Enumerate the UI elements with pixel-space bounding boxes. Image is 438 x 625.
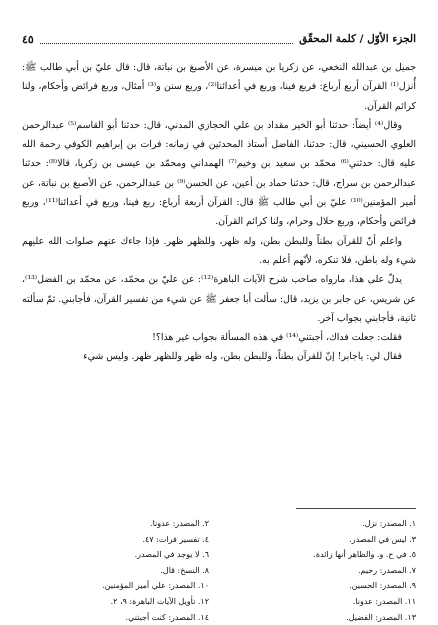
running-header [22,30,416,48]
paragraph: يدلّ على هذا، مارواه صاحب شرح الآيات الباهرة⁽¹²⁾: عن عليّ بن محمّد، عن محمّد بن الفضل⁽¹³⁾، عن شريس، عن جابر بن يزيد، قال: سألت أبا جعفر ﷺ عن شيء من تفسير القرآن، فأجابني. ثمّ سألته ثانية، فأجابني بجواب آخر. [22,274,416,324]
paragraph: وقال⁽⁴⁾ أيضاً: حدثنا أبو الخير مقداد بن علي الحجازي المدني، قال: حدثنا أبو القاسم⁽⁵⁾ عبدالرحمن العلوي الحسيني، قال: حدثنا، الفاضل أستاذ المحدثين في زمانه: فرات بن إبراهيم الكوفي رحمة الله عليه قال: حدثني⁽⁶⁾ محمّد بن سعيد بن وخيم⁽⁷⁾ الهمداني ومحمّد بن عيسى بن زكريا، قالا⁽⁸⁾: حدثنا عبدالرحمن بن سراج، قال: حدثنا حماد بن أعين، عن الحسن⁽⁹⁾ بن عبدالرحمن، عن الأصبغ بن نباتة، عن أمير المؤمنين⁽¹⁰⁾ عليّ بن أبي طالب ﷺ قال: القرآن أربعة أرباع: ربع فينا، وربع في أعدائنا⁽¹¹⁾، وربع فرائض وأحكام، وربع حلال وحرام، ولنا كرائم القرآن. [22,119,417,228]
paragraph: فقلت: جعلت فداك، أجبتني⁽¹⁴⁾ في هذه المسألة بجواب غير هذا؟! [152,332,402,344]
footnote: ٤. تفسير فرات: ٤٧. [142,534,209,544]
footnote: ٦. لا يوجد في المصدر. [134,550,209,560]
footnote-separator [296,508,416,509]
paragraph: جميل بن عبدالله النخعي، عن زكريا بن ميسرة، عن الأصبغ بن نباتة، قال: قال عليّ بن أبي طالب ﷺ: أُنزل⁽¹⁾ القرآن أربع أرباع: فربع فينا، وربع في أعدائنا⁽²⁾، وربع سنن و⁽³⁾ أمثال، وربع فرائض وأحكام، ولنا كرائم القرآن. [22,62,416,112]
footnote: ١٤. المصدر: كنت أجبتني. [125,612,209,622]
footnote: ٨. النسخ: قال. [160,565,209,575]
footnote: ٢. المصدر: عدونا. [150,519,209,528]
main-text [22,58,416,367]
paragraph: واعلم أنّ للقرآن بطناً وللبطن بطن، وله ظهر، وللظهر ظهر. فإذا جاءك عنهم صلوات الله عليهم شيء وله باطن، فلا تنكره، لأنّهم أعلم به. [22,235,416,266]
footnote: ٧. المصدر: رحيم. [358,565,416,575]
footnote: ١٢. تأويل الآيات الباهرة: ٩، ٢. [110,596,209,606]
footnote: ١٣. المصدر: الفضيل. [346,612,416,622]
paragraph: فقال لي: ياجابر! إنّ للقرآن بطناً، وللبطن بطن، وله ظهر وللظهر ظهر. وليس شيء [83,351,402,363]
header-title: الجزء الأوّل / كلمة المحقّق [299,33,416,45]
footnote: ٩. المصدر: الحسين. [349,581,416,591]
footnote: ١. المصدر: نزل. [362,519,416,528]
page-number: ٤٥ [22,32,34,46]
footnote: ٥. في ح. و. والظاهر أنها زائدة. [313,550,416,560]
footnote: ١٠. المصدر: علي أمير المؤمنين. [102,581,209,591]
footnote: ١١. المصدر: عدونا. [352,596,416,606]
footnote: ٣. ليس في المصدر. [349,534,416,544]
footnotes [22,516,416,625]
header-dotted-leader [40,35,293,44]
